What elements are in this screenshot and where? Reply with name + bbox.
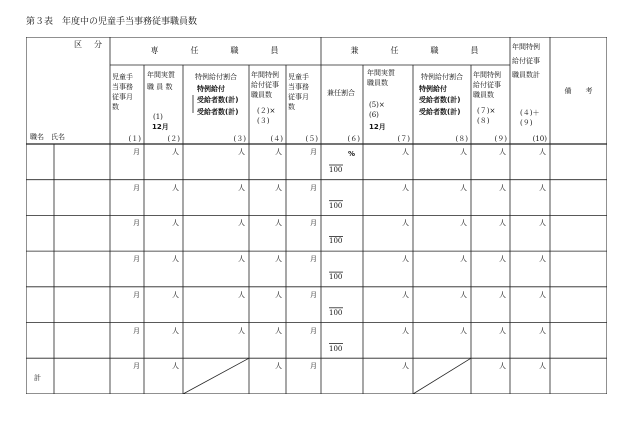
category-label: 区 分 (74, 40, 104, 49)
hundred-den: 100 (329, 273, 343, 282)
month-unit: 月 (133, 219, 140, 228)
col5-label: 数 (288, 103, 295, 111)
col2-formula: (1) (153, 113, 163, 121)
table-title: 第３表 年度中の児童手当事務従事職員数 (26, 17, 198, 27)
col-number: (４) (270, 135, 283, 143)
hundred-den: 100 (329, 344, 343, 353)
person-unit: 人 (402, 219, 409, 228)
month-unit: 月 (310, 148, 317, 156)
col-number: (６) (347, 135, 360, 143)
col5-label: 児童手 (288, 73, 309, 81)
person-unit: 人 (539, 326, 546, 335)
person-unit: 人 (499, 219, 506, 228)
col9-label: 年間特例 (473, 71, 501, 79)
person-unit: 人 (539, 290, 546, 299)
col-number: (２) (167, 135, 180, 143)
person-unit: 人 (460, 290, 467, 299)
person-unit: 人 (539, 148, 546, 156)
person-unit: 人 (460, 326, 467, 335)
col8-den2: 受給者数(計) (419, 108, 461, 116)
person-unit: 人 (499, 362, 506, 371)
person-unit: 人 (238, 148, 245, 156)
person-unit: 人 (402, 362, 409, 371)
person-unit: 人 (402, 326, 409, 335)
person-unit: 人 (539, 219, 546, 228)
col7-label: 年間実質 (367, 69, 395, 77)
col4-label: 年間特例 (251, 71, 279, 79)
col8-den: 受給者数(計) (419, 96, 461, 104)
hundred-den: 100 (329, 201, 343, 210)
person-unit: 人 (402, 183, 409, 192)
concurrent-group-label: 兼 任 職 員 (350, 46, 481, 55)
col10-label: 職員数計 (512, 71, 540, 79)
col-number: (３) (233, 135, 246, 143)
col9-label: 給付従事 (473, 81, 501, 89)
col10-formula: (４)＋ (520, 109, 540, 117)
month-unit: 月 (310, 219, 317, 228)
person-unit: 人 (539, 183, 546, 192)
col9-label: 職員数 (473, 91, 494, 99)
person-unit: 人 (499, 148, 506, 156)
person-unit: 人 (275, 255, 282, 264)
month-unit: 月 (133, 290, 140, 299)
col10-label: 給付従事 (512, 57, 540, 65)
hundred-den: 100 (329, 166, 343, 174)
col5-label: 当事務 (288, 83, 309, 91)
person-unit: 人 (499, 255, 506, 264)
hundred-den: 100 (329, 308, 343, 317)
col2-label: 年間実質 (147, 71, 175, 79)
person-unit: 人 (402, 255, 409, 264)
col-number: (１) (128, 135, 141, 143)
person-unit: 人 (238, 219, 245, 228)
person-unit: 人 (275, 148, 282, 156)
person-unit: 人 (499, 326, 506, 335)
col9-formula: (７)× (477, 107, 496, 115)
person-unit: 人 (172, 148, 179, 156)
person-unit: 人 (539, 362, 546, 371)
person-unit: 人 (238, 326, 245, 335)
person-unit: 人 (275, 219, 282, 228)
person-unit: 人 (499, 183, 506, 192)
regular-group-label: 専 任 職 員 (150, 46, 281, 55)
person-unit: 人 (275, 183, 282, 192)
person-unit: 人 (172, 183, 179, 192)
col-number: (10) (532, 135, 547, 143)
col1-label: 当事務 (112, 83, 133, 91)
person-unit: 人 (402, 148, 409, 156)
month-unit: 月 (133, 255, 140, 264)
col3-num: 特例給付 (197, 85, 225, 93)
person-unit: 人 (172, 290, 179, 299)
person-unit: 人 (238, 183, 245, 192)
month-unit: 月 (310, 290, 317, 299)
person-unit: 人 (172, 255, 179, 264)
col6-label: 兼任割合 (327, 89, 355, 97)
person-unit: 人 (238, 255, 245, 264)
person-unit: 人 (275, 290, 282, 299)
col4-label: 職員数 (251, 91, 272, 99)
col7-formula: (5)× (369, 101, 385, 109)
month-unit: 月 (133, 148, 140, 156)
person-unit: 人 (499, 290, 506, 299)
col4-formula: (３) (257, 117, 270, 125)
person-unit: 人 (460, 255, 467, 264)
col8-num: 特例給付 (419, 85, 447, 93)
col-number: (９) (494, 135, 507, 143)
person-unit: 人 (460, 148, 467, 156)
remarks-label: 備 考 (564, 87, 593, 95)
col3-den: 受給者数(計) (197, 96, 239, 104)
col1-label: 数 (112, 103, 119, 111)
person-unit: 人 (460, 183, 467, 192)
col5-label: 従事月 (288, 93, 309, 101)
month-unit: 月 (310, 183, 317, 192)
person-unit: 人 (275, 362, 282, 371)
col-number: (７) (397, 135, 410, 143)
person-unit: 人 (275, 326, 282, 335)
month-unit: 月 (310, 326, 317, 335)
person-unit: 人 (238, 290, 245, 299)
person-unit: 人 (172, 219, 179, 228)
person-unit: 人 (539, 255, 546, 264)
col7-label: 職員数 (367, 79, 388, 87)
col2-formula: 12月 (152, 123, 169, 131)
month-unit: 月 (133, 326, 140, 335)
month-unit: 月 (310, 255, 317, 264)
col7-formula: (6) (369, 111, 379, 119)
person-unit: 人 (172, 362, 179, 371)
col10-label: 年間特例 (512, 43, 540, 51)
person-unit: 人 (402, 290, 409, 299)
person-unit: 人 (172, 326, 179, 335)
month-unit: 月 (133, 362, 140, 371)
person-unit: 人 (460, 219, 467, 228)
col1-label: 従事月 (112, 93, 133, 101)
hundred-den: 100 (329, 237, 343, 246)
col10-formula: (９) (520, 119, 533, 127)
col3-den2: 受給者数(計) (197, 108, 239, 116)
col4-formula: (２)× (257, 107, 276, 115)
staff-table (26, 37, 607, 394)
col-number: (５) (305, 135, 318, 143)
col-number: (８) (455, 135, 468, 143)
name-column-label: 職名 氏名 (30, 133, 65, 141)
col1-label: 児童手 (112, 73, 133, 81)
month-unit: 月 (310, 362, 317, 371)
col8-label: 特例給付割合 (421, 73, 463, 81)
col4-label: 給付従事 (251, 81, 279, 89)
col2-label: 職 員 数 (147, 83, 173, 91)
total-label: 計 (34, 374, 41, 383)
month-unit: 月 (133, 183, 140, 192)
col7-formula: 12月 (369, 123, 386, 131)
col9-formula: (８) (477, 117, 490, 125)
col3-label: 特例給付割合 (195, 73, 237, 81)
percent-unit: % (347, 150, 355, 158)
